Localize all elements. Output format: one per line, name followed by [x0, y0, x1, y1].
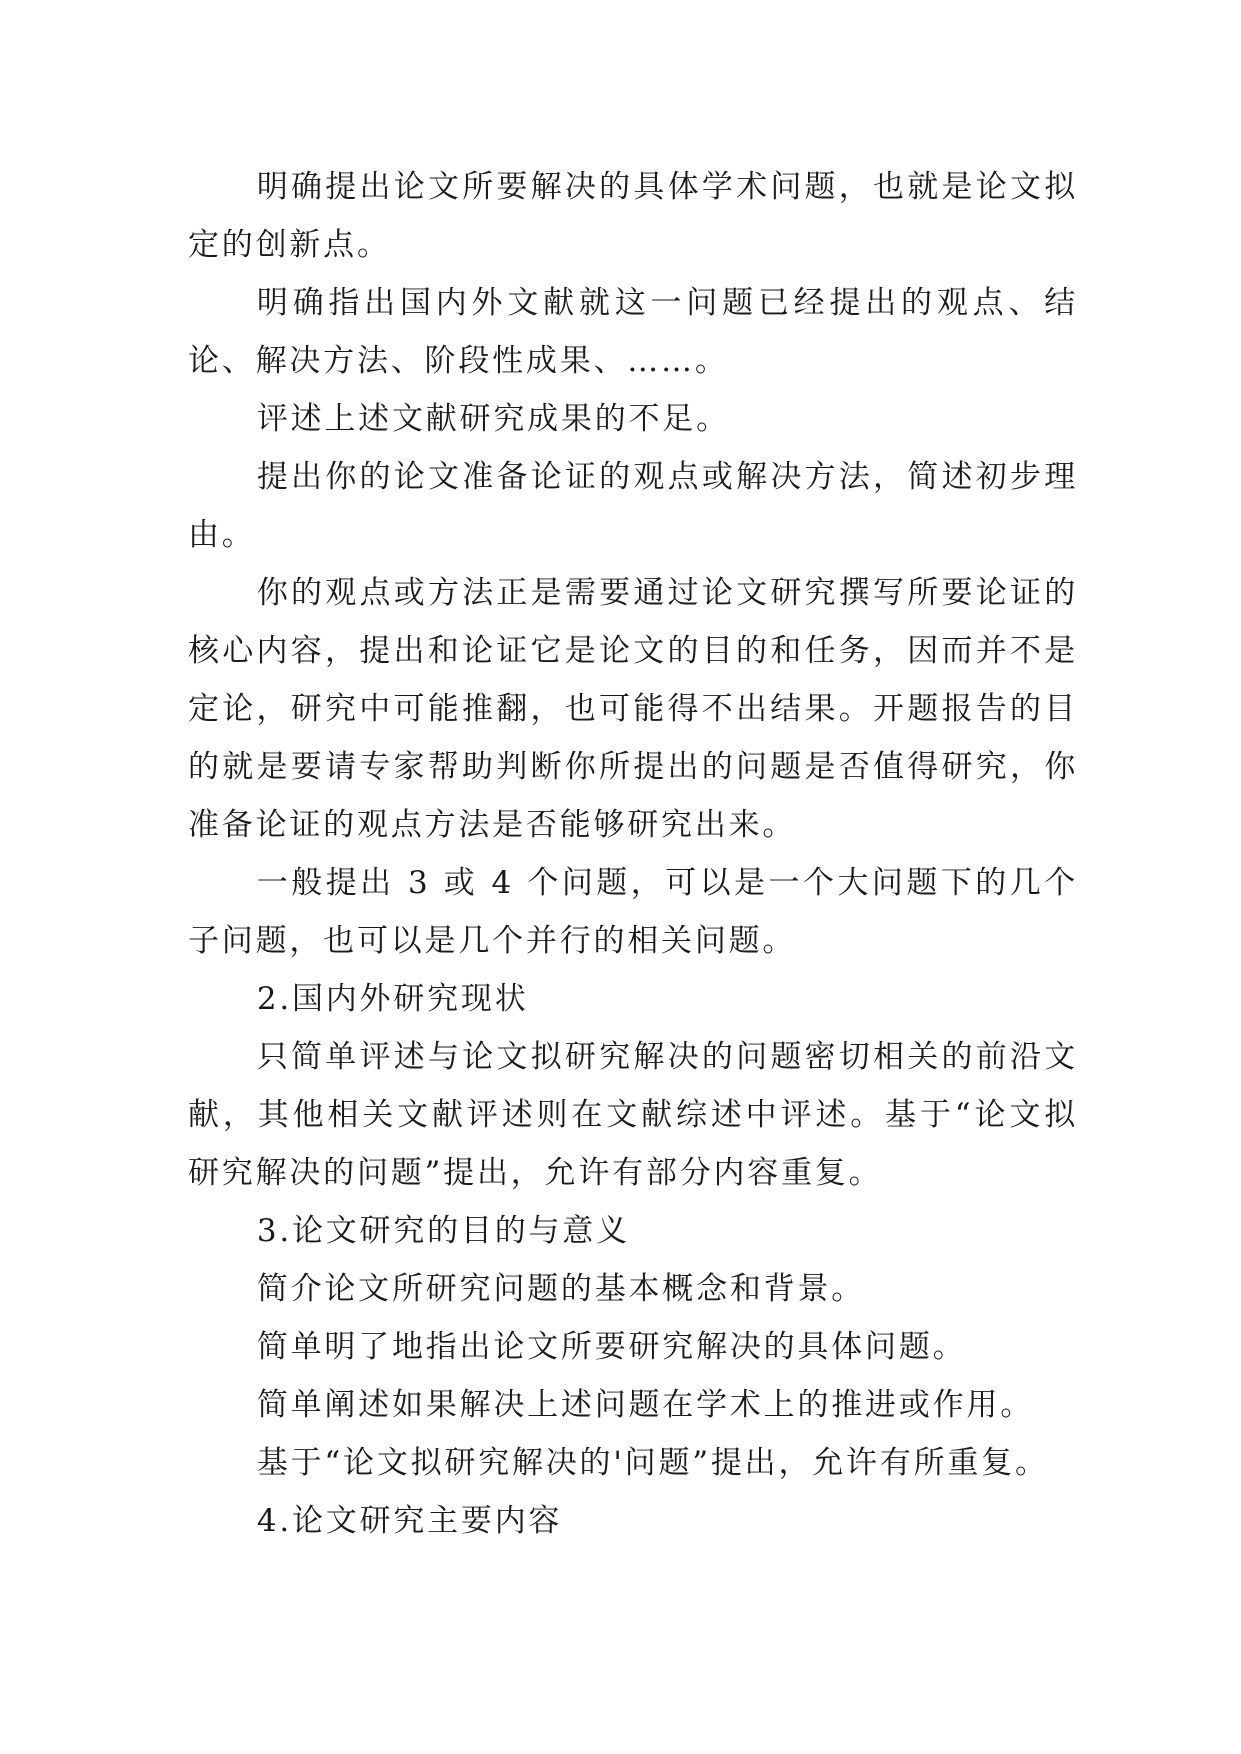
paragraph: 明确指出国内外文献就这一问题已经提出的观点、结论、解决方法、阶段性成果、……。 [188, 285, 1078, 379]
section-heading: 4.论文研究主要内容 [256, 1503, 563, 1539]
paragraph: 简单明了地指出论文所要研究解决的具体问题。 [256, 1329, 967, 1365]
paragraph: 基于“论文拟研究解决的'问题”提出，允许有所重复。 [256, 1445, 1049, 1481]
paragraph: 简介论文所研究问题的基本概念和背景。 [256, 1271, 866, 1307]
paragraph: 评述上述文献研究成果的不足。 [256, 401, 730, 437]
paragraph: 提出你的论文准备论证的观点或解决方法，简述初步理由。 [188, 459, 1078, 553]
document-body [188, 158, 1078, 1550]
paragraph: 一般提出 3 或 4 个问题，可以是一个大问题下的几个子问题，也可以是几个并行的相关问题。 [188, 865, 1078, 959]
paragraph: 明确提出论文所要解决的具体学术问题，也就是论文拟定的创新点。 [188, 169, 1078, 263]
section-heading: 3.论文研究的目的与意义 [256, 1213, 630, 1249]
section-heading: 2.国内外研究现状 [256, 981, 529, 1017]
paragraph: 你的观点或方法正是需要通过论文研究撰写所要论证的核心内容，提出和论证它是论文的目的和任务，因而并不是定论，研究中可能推翻，也可能得不出结果。开题报告的目的就是要请专家帮助判断你所提出的问题是否值得研究，你准备论证的观点方法是否能够研究出来。 [188, 575, 1078, 843]
paragraph: 只简单评述与论文拟研究解决的问题密切相关的前沿文献，其他相关文献评述则在文献综述中评述。基于“论文拟研究解决的问题”提出，允许有部分内容重复。 [188, 1039, 1078, 1191]
paragraph: 简单阐述如果解决上述问题在学术上的推进或作用。 [256, 1387, 1034, 1423]
